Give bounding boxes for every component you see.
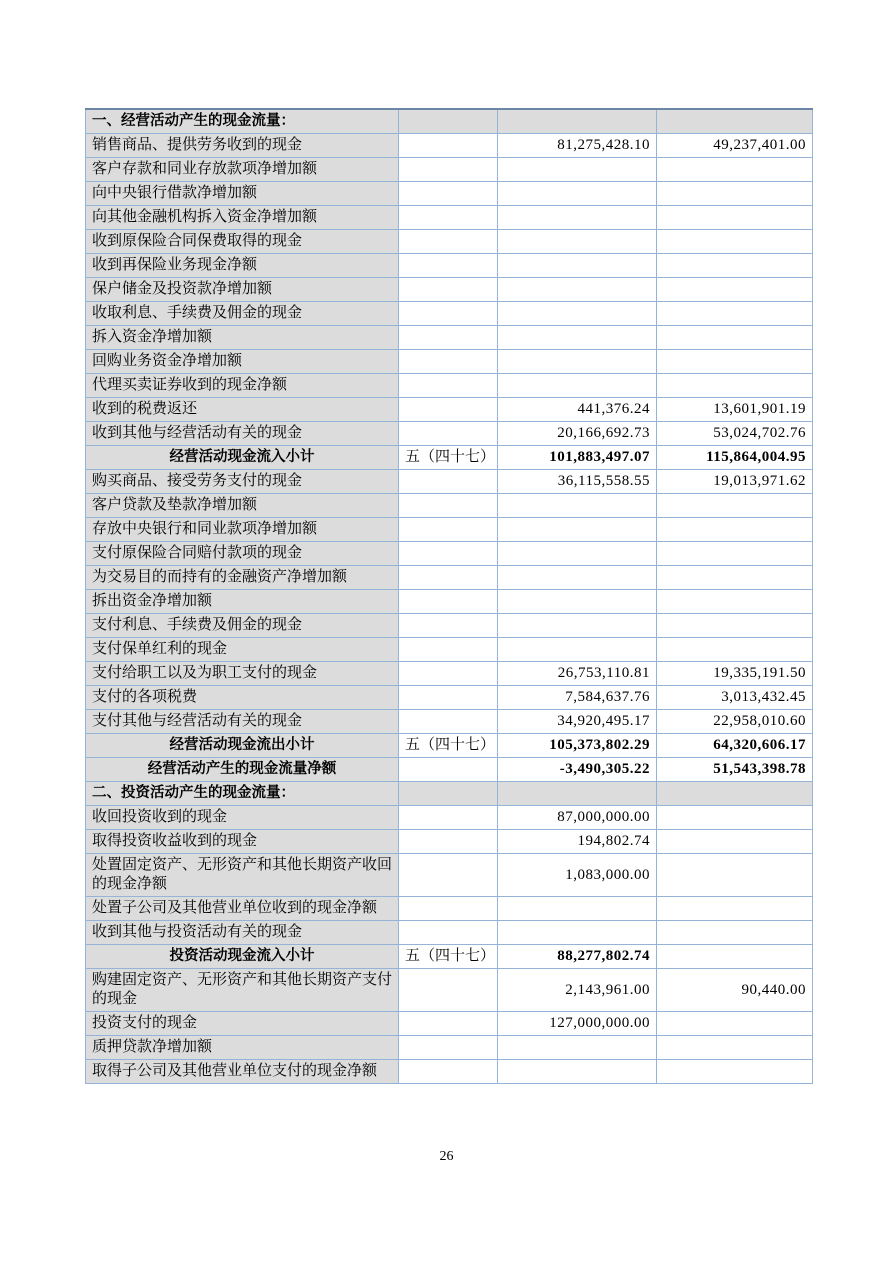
item-label-cell: 收取利息、手续费及佣金的现金 <box>86 302 399 326</box>
table-row <box>86 470 813 494</box>
item-label-cell: 支付利息、手续费及佣金的现金 <box>86 614 399 638</box>
table-row <box>86 686 813 710</box>
amount-prior-cell <box>657 302 813 326</box>
amount-current-cell <box>498 278 657 302</box>
amount-current-cell: 105,373,802.29 <box>498 734 657 758</box>
table-row <box>86 518 813 542</box>
table-row <box>86 326 813 350</box>
note-ref-cell <box>399 710 498 734</box>
amount-prior-cell: 19,013,971.62 <box>657 470 813 494</box>
amount-current-cell: 1,083,000.00 <box>498 854 657 897</box>
note-ref-cell <box>399 278 498 302</box>
note-ref-cell <box>399 897 498 921</box>
table-row <box>86 206 813 230</box>
amount-current-cell: 88,277,802.74 <box>498 945 657 969</box>
amount-prior-cell: 22,958,010.60 <box>657 710 813 734</box>
cash-flow-table <box>85 108 813 1084</box>
amount-current-cell <box>498 206 657 230</box>
amount-current-cell <box>498 158 657 182</box>
amount-prior-cell: 19,335,191.50 <box>657 662 813 686</box>
table-row <box>86 614 813 638</box>
amount-current-cell: -3,490,305.22 <box>498 758 657 782</box>
note-ref-cell <box>399 830 498 854</box>
note-ref-cell: 五（四十七） <box>399 734 498 758</box>
note-ref-cell <box>399 662 498 686</box>
table-row <box>86 494 813 518</box>
item-label-cell: 客户存款和同业存放款项净增加额 <box>86 158 399 182</box>
amount-prior-cell: 49,237,401.00 <box>657 134 813 158</box>
amount-current-cell: 7,584,637.76 <box>498 686 657 710</box>
item-label-cell: 保户储金及投资款净增加额 <box>86 278 399 302</box>
subtotal-row <box>86 446 813 470</box>
amount-current-cell: 26,753,110.81 <box>498 662 657 686</box>
note-ref-cell <box>399 782 498 806</box>
table-row <box>86 254 813 278</box>
amount-current-cell <box>498 921 657 945</box>
amount-prior-cell: 13,601,901.19 <box>657 398 813 422</box>
item-label-cell: 支付保单红利的现金 <box>86 638 399 662</box>
amount-current-cell <box>498 350 657 374</box>
item-label-cell: 支付其他与经营活动有关的现金 <box>86 710 399 734</box>
amount-current-cell <box>498 230 657 254</box>
note-ref-cell <box>399 921 498 945</box>
amount-prior-cell <box>657 806 813 830</box>
item-label-cell: 投资支付的现金 <box>86 1012 399 1036</box>
item-label-cell: 质押贷款净增加额 <box>86 1036 399 1060</box>
table-row <box>86 278 813 302</box>
amount-current-cell <box>498 1036 657 1060</box>
page-number: 26 <box>439 1149 454 1164</box>
note-ref-cell <box>399 326 498 350</box>
item-label-cell: 购建固定资产、无形资产和其他长期资产支付的现金 <box>86 969 399 1012</box>
item-label-cell: 处置固定资产、无形资产和其他长期资产收回的现金净额 <box>86 854 399 897</box>
item-label-cell: 客户贷款及垫款净增加额 <box>86 494 399 518</box>
table-row <box>86 1012 813 1036</box>
amount-prior-cell <box>657 326 813 350</box>
item-label-cell: 拆入资金净增加额 <box>86 326 399 350</box>
amount-current-cell: 34,920,495.17 <box>498 710 657 734</box>
item-label-cell: 回购业务资金净增加额 <box>86 350 399 374</box>
item-label-cell: 向中央银行借款净增加额 <box>86 182 399 206</box>
table-row <box>86 158 813 182</box>
amount-prior-cell <box>657 206 813 230</box>
item-label-cell: 收回投资收到的现金 <box>86 806 399 830</box>
note-ref-cell <box>399 1060 498 1084</box>
item-label-cell: 收到再保险业务现金净额 <box>86 254 399 278</box>
note-ref-cell <box>399 638 498 662</box>
note-ref-cell <box>399 206 498 230</box>
table-row <box>86 710 813 734</box>
item-label-cell: 拆出资金净增加额 <box>86 590 399 614</box>
table-row <box>86 590 813 614</box>
amount-current-cell <box>498 494 657 518</box>
amount-prior-cell: 3,013,432.45 <box>657 686 813 710</box>
note-ref-cell <box>399 254 498 278</box>
table-body <box>86 109 813 1084</box>
note-ref-cell: 五（四十七） <box>399 945 498 969</box>
note-ref-cell: 五（四十七） <box>399 446 498 470</box>
item-label-cell: 收到的税费返还 <box>86 398 399 422</box>
amount-current-cell <box>498 1060 657 1084</box>
amount-current-cell <box>498 182 657 206</box>
amount-prior-cell: 115,864,004.95 <box>657 446 813 470</box>
table-row <box>86 566 813 590</box>
amount-current-cell <box>498 542 657 566</box>
amount-current-cell <box>498 782 657 806</box>
amount-current-cell: 2,143,961.00 <box>498 969 657 1012</box>
amount-prior-cell <box>657 278 813 302</box>
note-ref-cell <box>399 230 498 254</box>
amount-prior-cell <box>657 158 813 182</box>
amount-current-cell <box>498 326 657 350</box>
note-ref-cell <box>399 1036 498 1060</box>
note-ref-cell <box>399 350 498 374</box>
note-ref-cell <box>399 590 498 614</box>
amount-current-cell: 441,376.24 <box>498 398 657 422</box>
amount-prior-cell <box>657 945 813 969</box>
item-label-cell: 为交易目的而持有的金融资产净增加额 <box>86 566 399 590</box>
amount-current-cell <box>498 374 657 398</box>
table-row <box>86 230 813 254</box>
note-ref-cell <box>399 542 498 566</box>
amount-prior-cell <box>657 182 813 206</box>
item-label-cell: 投资活动现金流入小计 <box>86 945 399 969</box>
amount-current-cell: 127,000,000.00 <box>498 1012 657 1036</box>
amount-prior-cell <box>657 230 813 254</box>
table-row <box>86 969 813 1012</box>
amount-current-cell <box>498 897 657 921</box>
table-row <box>86 1036 813 1060</box>
note-ref-cell <box>399 470 498 494</box>
amount-prior-cell: 53,024,702.76 <box>657 422 813 446</box>
amount-current-cell: 81,275,428.10 <box>498 134 657 158</box>
amount-current-cell <box>498 566 657 590</box>
amount-prior-cell <box>657 518 813 542</box>
amount-current-cell <box>498 638 657 662</box>
amount-current-cell <box>498 109 657 134</box>
note-ref-cell <box>399 422 498 446</box>
amount-prior-cell <box>657 542 813 566</box>
table-row <box>86 398 813 422</box>
subtotal-row <box>86 734 813 758</box>
amount-prior-cell <box>657 494 813 518</box>
item-label-cell: 经营活动现金流出小计 <box>86 734 399 758</box>
amount-current-cell: 194,802.74 <box>498 830 657 854</box>
item-label-cell: 处置子公司及其他营业单位收到的现金净额 <box>86 897 399 921</box>
note-ref-cell <box>399 758 498 782</box>
item-label-cell: 购买商品、接受劳务支付的现金 <box>86 470 399 494</box>
table-row <box>86 806 813 830</box>
item-label-cell: 经营活动现金流入小计 <box>86 446 399 470</box>
amount-prior-cell <box>657 614 813 638</box>
amount-current-cell <box>498 590 657 614</box>
amount-prior-cell: 64,320,606.17 <box>657 734 813 758</box>
section-header-row <box>86 782 813 806</box>
amount-current-cell: 36,115,558.55 <box>498 470 657 494</box>
amount-prior-cell <box>657 109 813 134</box>
table-row <box>86 134 813 158</box>
table-row <box>86 350 813 374</box>
amount-prior-cell <box>657 638 813 662</box>
note-ref-cell <box>399 494 498 518</box>
amount-current-cell: 20,166,692.73 <box>498 422 657 446</box>
subtotal-row <box>86 945 813 969</box>
note-ref-cell <box>399 134 498 158</box>
amount-current-cell <box>498 518 657 542</box>
note-ref-cell <box>399 398 498 422</box>
table-row <box>86 422 813 446</box>
amount-current-cell <box>498 614 657 638</box>
note-ref-cell <box>399 686 498 710</box>
item-label-cell: 支付的各项税费 <box>86 686 399 710</box>
item-label-cell: 二、投资活动产生的现金流量： <box>86 782 399 806</box>
amount-prior-cell <box>657 782 813 806</box>
amount-prior-cell <box>657 1060 813 1084</box>
item-label-cell: 代理买卖证券收到的现金净额 <box>86 374 399 398</box>
note-ref-cell <box>399 854 498 897</box>
item-label-cell: 经营活动产生的现金流量净额 <box>86 758 399 782</box>
amount-prior-cell <box>657 590 813 614</box>
note-ref-cell <box>399 566 498 590</box>
table-row <box>86 182 813 206</box>
amount-current-cell: 87,000,000.00 <box>498 806 657 830</box>
note-ref-cell <box>399 302 498 326</box>
note-ref-cell <box>399 806 498 830</box>
table-row <box>86 542 813 566</box>
note-ref-cell <box>399 518 498 542</box>
amount-current-cell <box>498 302 657 326</box>
amount-prior-cell <box>657 854 813 897</box>
table-row <box>86 374 813 398</box>
table-row <box>86 830 813 854</box>
item-label-cell: 向其他金融机构拆入资金净增加额 <box>86 206 399 230</box>
amount-prior-cell <box>657 374 813 398</box>
note-ref-cell <box>399 158 498 182</box>
amount-prior-cell <box>657 566 813 590</box>
subtotal-row <box>86 758 813 782</box>
amount-prior-cell: 51,543,398.78 <box>657 758 813 782</box>
item-label-cell: 取得子公司及其他营业单位支付的现金净额 <box>86 1060 399 1084</box>
item-label-cell: 支付原保险合同赔付款项的现金 <box>86 542 399 566</box>
amount-prior-cell <box>657 1036 813 1060</box>
table-row <box>86 854 813 897</box>
note-ref-cell <box>399 109 498 134</box>
item-label-cell: 收到原保险合同保费取得的现金 <box>86 230 399 254</box>
amount-prior-cell <box>657 897 813 921</box>
amount-prior-cell <box>657 350 813 374</box>
note-ref-cell <box>399 969 498 1012</box>
note-ref-cell <box>399 182 498 206</box>
table-row <box>86 302 813 326</box>
table-row <box>86 638 813 662</box>
amount-current-cell <box>498 254 657 278</box>
table-row <box>86 897 813 921</box>
item-label-cell: 销售商品、提供劳务收到的现金 <box>86 134 399 158</box>
note-ref-cell <box>399 374 498 398</box>
amount-prior-cell <box>657 921 813 945</box>
section-header-row <box>86 109 813 134</box>
item-label-cell: 取得投资收益收到的现金 <box>86 830 399 854</box>
item-label-cell: 存放中央银行和同业款项净增加额 <box>86 518 399 542</box>
table-row <box>86 662 813 686</box>
item-label-cell: 支付给职工以及为职工支付的现金 <box>86 662 399 686</box>
amount-prior-cell <box>657 830 813 854</box>
table-row <box>86 1060 813 1084</box>
note-ref-cell <box>399 1012 498 1036</box>
amount-prior-cell: 90,440.00 <box>657 969 813 1012</box>
amount-prior-cell <box>657 1012 813 1036</box>
note-ref-cell <box>399 614 498 638</box>
item-label-cell: 收到其他与经营活动有关的现金 <box>86 422 399 446</box>
table-row <box>86 921 813 945</box>
item-label-cell: 一、经营活动产生的现金流量： <box>86 109 399 134</box>
item-label-cell: 收到其他与投资活动有关的现金 <box>86 921 399 945</box>
amount-current-cell: 101,883,497.07 <box>498 446 657 470</box>
amount-prior-cell <box>657 254 813 278</box>
